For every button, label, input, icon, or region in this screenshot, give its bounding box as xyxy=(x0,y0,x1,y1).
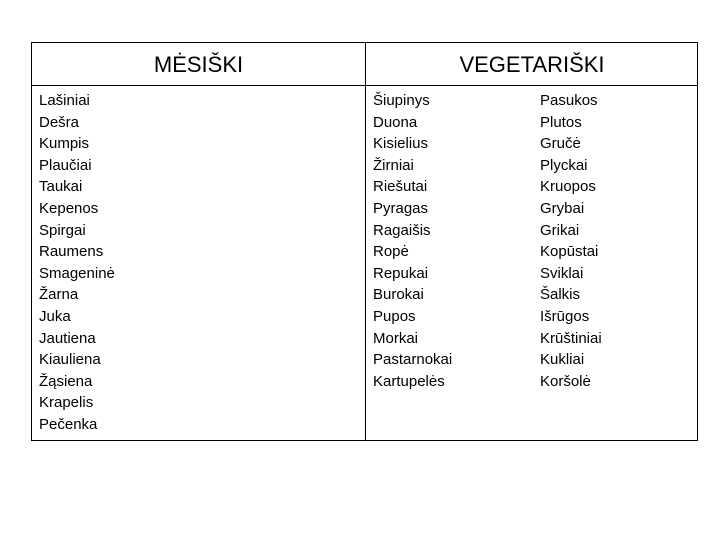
list-item: Riešutai xyxy=(373,178,428,196)
list-item: Plaučiai xyxy=(39,156,92,174)
list-item: Pastarnokai xyxy=(373,351,453,369)
meat-list xyxy=(39,90,115,436)
list-item: Morkai xyxy=(373,329,419,347)
list-item: Ragaišis xyxy=(373,221,431,239)
list-item: Raumens xyxy=(39,243,104,261)
list-item: Lašiniai xyxy=(39,92,90,109)
list-item: Kruopos xyxy=(540,178,596,196)
list-item: Plyckai xyxy=(540,156,588,174)
list-item: Krapelis xyxy=(39,394,94,412)
list-item: Plutos xyxy=(540,113,582,131)
list-item: Gručė xyxy=(540,135,581,153)
list-item: Šiupinys xyxy=(373,92,430,109)
column-divider xyxy=(365,43,366,440)
list-item: Krūštiniai xyxy=(540,329,602,347)
list-item: Pasukos xyxy=(540,92,598,109)
list-item: Išrūgos xyxy=(540,307,590,325)
list-item: Sviklai xyxy=(540,264,584,282)
list-item: Šalkis xyxy=(540,286,581,304)
list-item: Kumpis xyxy=(39,135,90,153)
vegetarian-header: VEGETARIŠKI xyxy=(459,52,605,77)
food-table xyxy=(31,42,698,441)
list-item: Kiauliena xyxy=(39,351,101,369)
list-item: Pečenka xyxy=(39,415,98,433)
list-item: Kartupelės xyxy=(373,372,445,390)
vegetarian-list-2 xyxy=(540,90,602,392)
list-item: Kopūstai xyxy=(540,243,599,261)
list-item: Pyragas xyxy=(373,199,429,217)
list-item: Juka xyxy=(39,307,71,325)
list-item: Kukliai xyxy=(540,351,585,369)
list-item: Taukai xyxy=(39,178,83,196)
list-item: Burokai xyxy=(373,286,424,304)
meat-header: MĖSIŠKI xyxy=(153,52,244,77)
list-item: Grikai xyxy=(540,221,580,239)
list-item: Žarna xyxy=(39,286,79,304)
list-item: Repukai xyxy=(373,264,429,282)
list-item: Duona xyxy=(373,113,418,131)
list-item: Kisielius xyxy=(373,135,429,153)
vegetarian-list-1 xyxy=(373,90,452,392)
list-item: Koršolė xyxy=(540,372,591,390)
list-item: Kepenos xyxy=(39,199,99,217)
list-item: Pupos xyxy=(373,307,416,325)
list-item: Ropė xyxy=(373,243,409,261)
list-item: Žąsiena xyxy=(39,372,93,390)
list-item: Smageninė xyxy=(39,264,115,282)
list-item: Žirniai xyxy=(373,156,414,174)
list-item: Spirgai xyxy=(39,221,86,239)
list-item: Dešra xyxy=(39,113,80,131)
list-item: Grybai xyxy=(540,199,585,217)
list-item: Jautiena xyxy=(39,329,96,347)
